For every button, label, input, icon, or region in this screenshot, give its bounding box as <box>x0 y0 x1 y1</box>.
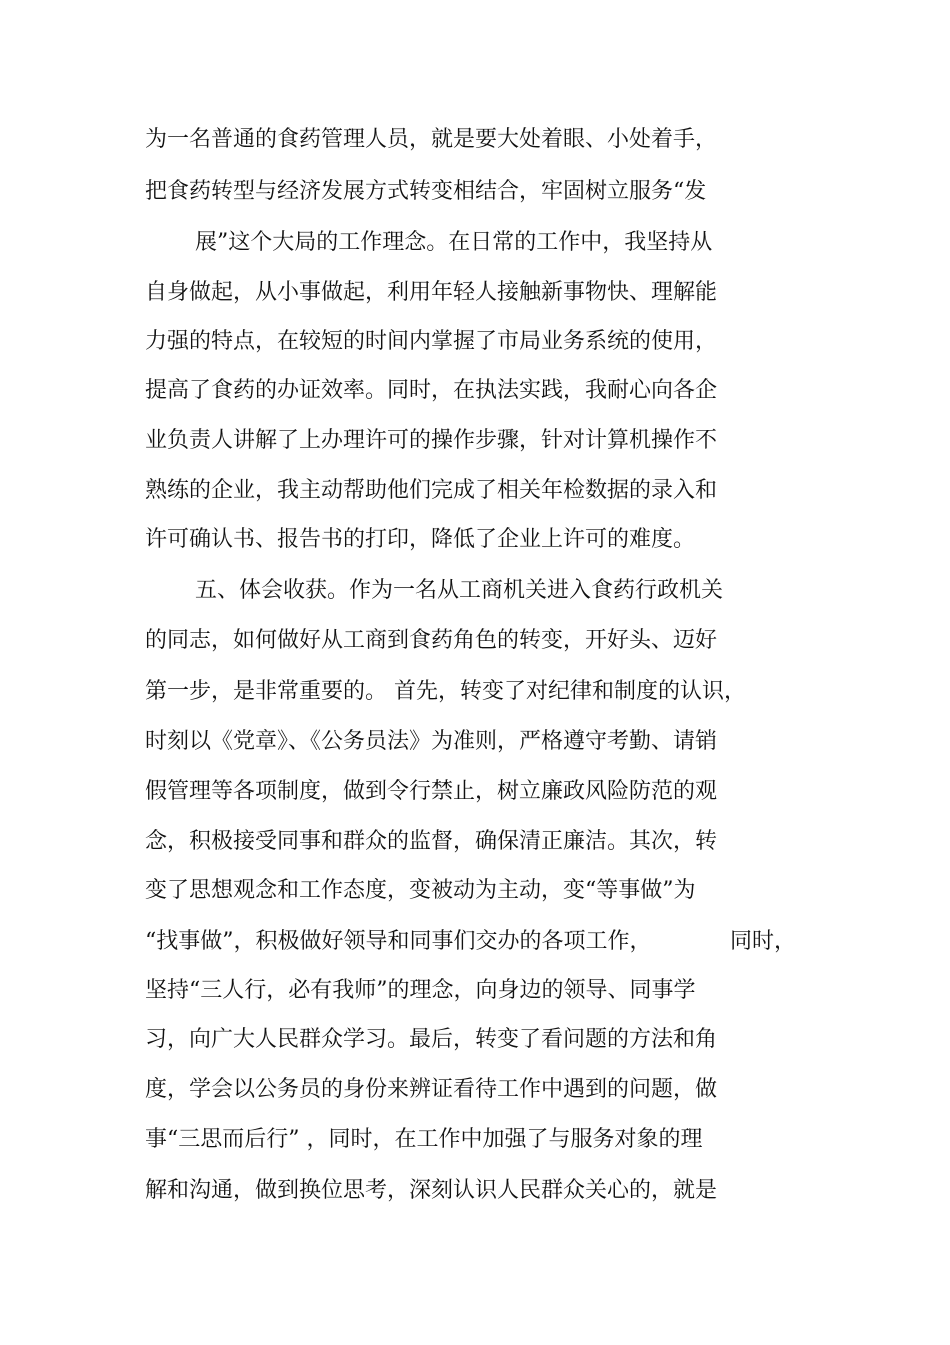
text-line: 为一名普通的食药管理人员，就是要大处着眼、小处着手， <box>145 127 718 152</box>
text-line: 力强的特点，在较短的时间内掌握了市局业务系统的使用， <box>145 329 718 354</box>
text-line: 第一步，是非常重要的。 首先，转变了对纪律和制度的认识， <box>145 679 746 704</box>
text-line: 许可确认书、报告书的打印，降低了企业上许可的难度。 <box>145 527 696 552</box>
text-line: 事“三思而后行” ，同时，在工作中加强了与服务对象的理 <box>145 1127 703 1152</box>
text-line: 展”这个大局的工作理念。在日常的工作中，我坚持从 <box>195 230 713 255</box>
text-line: 自身做起，从小事做起，利用年轻人接触新事物快、理解能 <box>145 280 718 305</box>
text-line: 的同志，如何做好从工商到食药角色的转变，开好头、迈好 <box>145 628 718 653</box>
text-line: 提高了食药的办证效率。同时，在执法实践，我耐心向各企 <box>145 378 718 403</box>
text-line: 念，积极接受同事和群众的监督，确保清正廉洁。其次，转 <box>145 829 718 854</box>
text-line: 假管理等各项制度，做到令行禁止，树立廉政风险防范的观 <box>145 779 718 804</box>
text-line: 变了思想观念和工作态度，变被动为主动，变“等事做”为 <box>145 878 696 903</box>
text-line: 习，向广大人民群众学习。最后，转变了看问题的方法和角 <box>145 1027 718 1052</box>
text-line: 同时， <box>730 929 797 954</box>
text-line: 度，学会以公务员的身份来辨证看待工作中遇到的问题，做 <box>145 1077 718 1102</box>
text-line: 时刻以《党章》、《公务员法》为准则，严格遵守考勤、请销 <box>145 729 718 754</box>
text-line: 把食药转型与经济发展方式转变相结合，牢固树立服务“发 <box>145 179 707 204</box>
text-line: 解和沟通，做到换位思考，深刻认识人民群众关心的，就是 <box>145 1178 718 1203</box>
text-line: 熟练的企业，我主动帮助他们完成了相关年检数据的录入和 <box>145 478 718 503</box>
text-line: 业负责人讲解了上办理许可的操作步骤，针对计算机操作不 <box>145 428 718 453</box>
text-line: 五、体会收获。作为一名从工商机关进入食药行政机关 <box>195 578 724 603</box>
text-line: 坚持“三人行，必有我师”的理念，向身边的领导、同事学 <box>145 978 696 1003</box>
text-line: “找事做”，积极做好领导和同事们交办的各项工作， <box>145 929 652 954</box>
